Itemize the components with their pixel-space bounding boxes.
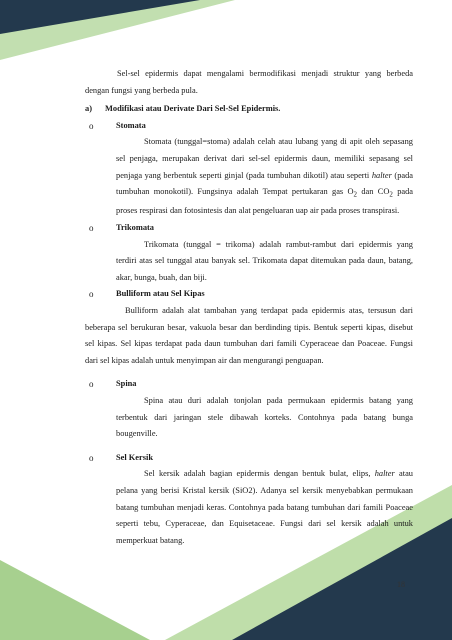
spacer xyxy=(85,443,413,450)
section-heading xyxy=(85,101,413,118)
body-text: dan CO xyxy=(357,187,390,197)
body-text: atau pelana yang berisi Kristal kersik (SiO2). Adanya sel kersik menyebabkan permukaan batang tumbuhan menjadi keras. Contohnya pada batang tumbuhan dari famili Poaceae seperti tebu, Cyperaceae, dan Equisetaceae. Fungsi dari sel kersik adalah untuk memperkuat batang. xyxy=(116,469,413,545)
list-item-bulliform xyxy=(85,286,413,369)
item-body xyxy=(116,134,413,220)
body-text: pada proses respirasi dan fotosintesis dan alat pengeluaran uap air pada proses transpirasi. xyxy=(116,187,414,216)
list-item-trikomata xyxy=(85,220,413,286)
subscript: 2 xyxy=(353,190,358,199)
body-text: (pada tumbuhan monokotil). Fungsinya adalah Tempat pertukaran gas O xyxy=(116,170,414,197)
bullet-icon: o xyxy=(89,120,94,131)
list-item-stomata xyxy=(85,118,413,220)
item-heading xyxy=(73,118,413,135)
item-heading xyxy=(73,220,413,237)
item-heading xyxy=(73,376,413,393)
list-item-sel-kersik xyxy=(85,450,413,550)
body-text: Stomata (tunggal=stoma) adalah celah atau lubang yang di apit oleh sepasang sel penjaga, merupakan derivat dari sel-sel epidermis daun, memiliki sepasang sel penjaga yang berbentuk seperti ginjal (pada tumbuhan dikotil) atau seperti xyxy=(116,137,413,180)
list-item-spina xyxy=(85,376,413,442)
item-body: Bulliform adalah alat tambahan yang terdapat pada epidermis atas, tersusun dari beberapa sel berukuran besar, vakuola besar dan berdinding tipis. Bentuk seperti kipas, disebut sel kipas. Sel kipas terdapat pada daun tumbuhan dari famili Cyperaceae dan Poaceae. Fungsi dari sel kipas adalah untuk menyimpan air dan mengurangi penguapan. xyxy=(85,305,413,365)
body-italic: halter xyxy=(374,469,395,479)
document-body xyxy=(85,66,413,549)
section-title: Modifikasi atau Derivate Dari Sel-Sel Epidermis. xyxy=(105,104,281,114)
section-label: a) xyxy=(85,104,92,114)
item-heading xyxy=(73,286,413,303)
page-number: 18 xyxy=(397,580,405,589)
subscript: 2 xyxy=(389,190,393,199)
spacer xyxy=(85,369,413,376)
bullet-icon: o xyxy=(89,379,94,390)
item-title: Stomata xyxy=(116,120,146,130)
body-italic: halter xyxy=(371,170,392,180)
body-text: Sel kersik adalah bagian epidermis dengan bentuk bulat, elips, xyxy=(144,469,375,479)
bullet-icon: o xyxy=(89,223,94,234)
item-title: Trikomata xyxy=(116,223,154,233)
item-heading xyxy=(73,450,413,467)
bullet-icon: o xyxy=(89,289,94,300)
item-body xyxy=(116,466,413,549)
item-title: Sel Kersik xyxy=(116,452,153,462)
item-body: Spina atau duri adalah tonjolan pada permukaan epidermis batang yang terbentuk dari jaringan stele dibawah korteks. Contohnya pada batang bunga bougenville. xyxy=(116,395,413,439)
item-title: Bulliform atau Sel Kipas xyxy=(116,289,205,299)
item-body: Trikomata (tunggal = trikoma) adalah rambut-rambut dari epidermis yang terdiri atas sel tunggal atau banyak sel. Trikomata dapat ditemukan pada daun, batang, akar, bunga, buah, dan biji. xyxy=(116,239,413,282)
item-title: Spina xyxy=(116,379,137,389)
intro-paragraph: Sel-sel epidermis dapat mengalami bermodifikasi menjadi struktur yang berbeda dengan fungsi yang berbeda pula. xyxy=(85,69,413,95)
bullet-icon: o xyxy=(89,452,94,463)
bottom-left-green-triangle xyxy=(0,560,150,640)
